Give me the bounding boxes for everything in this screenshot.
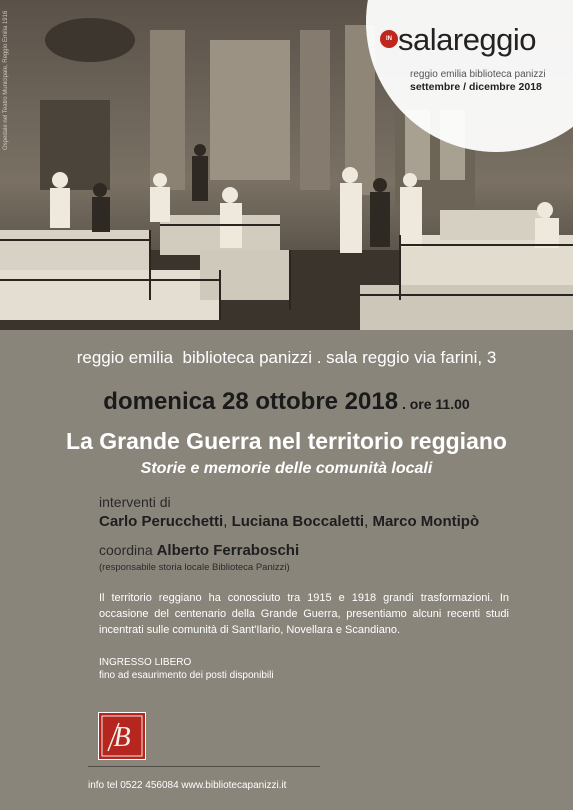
svg-text:B: B xyxy=(113,722,131,753)
speaker-separator: , xyxy=(364,513,373,530)
coordinator-name: Alberto Ferraboschi xyxy=(156,542,300,559)
event-date: domenica 28 ottobre 2018 xyxy=(103,388,399,415)
admission-note: fino ad esaurimento dei posti disponibili xyxy=(99,670,274,681)
speakers-list xyxy=(99,513,479,530)
admission-label: INGRESSO LIBERO xyxy=(99,657,192,668)
series-title: salareggio xyxy=(398,22,537,57)
footer-divider xyxy=(88,766,320,767)
event-description: Il territorio reggiano ha conosciuto tra 1915 e 1918 grandi trasformazioni. In occasione del centenario della Grande Guerra, presentiamo alcuni recenti studi incentrati sulle comunità di Sant'Ilario, Novellara e Scandiano. xyxy=(99,592,509,636)
coordinator-line xyxy=(99,542,299,559)
biblioteca-logo-icon xyxy=(98,712,146,760)
series-dates: settembre / dicembre 2018 xyxy=(410,81,542,93)
event-title: La Grande Guerra nel territorio reggiano xyxy=(66,428,507,454)
speaker-name: Luciana Boccaletti xyxy=(231,513,365,530)
speakers-label: interventi di xyxy=(99,494,171,510)
event-date-line xyxy=(0,388,573,416)
coordinator-note: (responsabile storia locale Biblioteca Panizzi) xyxy=(99,562,290,573)
in-logo-icon: IN xyxy=(380,30,398,48)
event-subtitle: Storie e memorie delle comunità locali xyxy=(140,460,433,477)
footer-contact: info tel 0522 456084 www.bibliotecapanizzi.it xyxy=(88,780,287,791)
venue-line: reggio emilia biblioteca panizzi . sala reggio via farini, 3 xyxy=(76,348,497,367)
speaker-name: Marco Montipò xyxy=(372,513,480,530)
event-time: . ore 11.00 xyxy=(398,396,470,412)
speaker-separator: , xyxy=(223,513,232,530)
speaker-name: Carlo Perucchetti xyxy=(99,513,224,530)
photo-credit: Ospedale nel Teatro Municipale, Reggio Emilia 1916 xyxy=(3,10,9,150)
series-subtitle: reggio emilia biblioteca panizzi xyxy=(410,69,546,80)
coordinator-label: coordina xyxy=(99,542,157,558)
